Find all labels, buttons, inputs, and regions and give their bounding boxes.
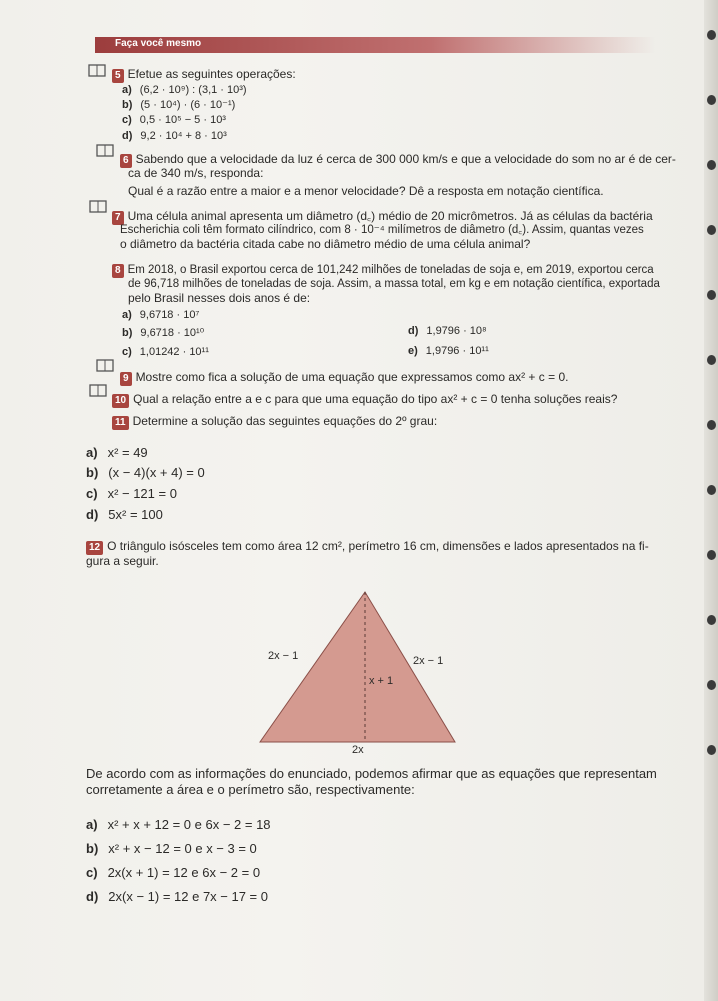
- right-side-label: 2x − 1: [413, 655, 444, 667]
- question-10: 10 Qual a relação entre a e c para que uma equação do tipo ax² + c = 0 tenha soluções reais?: [112, 392, 617, 408]
- binder-ring: [707, 160, 716, 170]
- binding-edge: [704, 0, 718, 1001]
- question-12: 12 O triângulo isósceles tem como área 12 cm², perímetro 16 cm, dimensões e lados apresentados na fi-: [86, 539, 649, 555]
- binder-ring: [707, 420, 716, 430]
- height-label: x + 1: [369, 675, 394, 687]
- q12-option-b: b) x² + x − 12 = 0 e x − 3 = 0: [86, 841, 257, 856]
- q8-option-d: d) 1,9796 · 10⁸: [408, 325, 487, 337]
- binder-ring: [707, 355, 716, 365]
- q8-option-b: b) 9,6718 · 10¹⁰: [122, 327, 205, 339]
- q6-line2: ca de 340 m/s, responda:: [128, 166, 264, 180]
- q11-option-a: a) x² = 49: [86, 445, 148, 460]
- binder-ring: [707, 550, 716, 560]
- question-11: 11 Determine a solução das seguintes equações do 2º grau:: [112, 414, 437, 430]
- left-side-label: 2x − 1: [268, 650, 299, 662]
- exercise-icon: [95, 142, 115, 158]
- q8-line2: de 96,718 milhões de toneladas de soja. Assim, a massa total, em kg e em notação científica, exportada: [128, 278, 660, 290]
- binder-ring: [707, 615, 716, 625]
- question-8: 8 Em 2018, o Brasil exportou cerca de 101,242 milhões de toneladas de soja e, em 2019, exportou cerca: [112, 263, 654, 278]
- q5-option-b: b) (5 · 10⁴) · (6 · 10⁻¹): [122, 99, 236, 111]
- exercise-icon: [87, 62, 107, 78]
- question-6: 6 Sabendo que a velocidade da luz é cerca de 300 000 km/s e que a velocidade do som no ar é de cer-: [120, 152, 676, 168]
- binder-ring: [707, 95, 716, 105]
- section-banner: [95, 37, 655, 53]
- question-5: 5 Efetue as seguintes operações:: [112, 67, 296, 83]
- q12-option-a: a) x² + x + 12 = 0 e 6x − 2 = 18: [86, 817, 271, 832]
- q11-option-d: d) 5x² = 100: [86, 507, 163, 522]
- isosceles-triangle-figure: [255, 590, 460, 750]
- binder-ring: [707, 680, 716, 690]
- base-label: 2x: [352, 744, 364, 756]
- question-9: 9 Mostre como fica a solução de uma equação que expressamos como ax² + c = 0.: [120, 370, 568, 386]
- q8-line3: pelo Brasil nesses dois anos é de:: [128, 291, 311, 305]
- exercise-icon: [88, 382, 108, 398]
- q5-option-c: c) 0,5 · 10⁵ − 5 · 10³: [122, 114, 226, 126]
- binder-ring: [707, 745, 716, 755]
- q12-line3: De acordo com as informações do enunciado, podemos afirmar que as equações que representam: [86, 766, 657, 781]
- triangle-shape: [260, 592, 455, 742]
- q7-line2: Escherichia coli têm formato cilíndrico, com 8 · 10⁻⁴ milímetros de diâmetro (d꜀). Assim, quantas vezes: [120, 224, 644, 236]
- q7-line3: o diâmetro da bactéria citada cabe no diâmetro médio de uma célula animal?: [120, 237, 531, 251]
- q5-option-d: d) 9,2 · 10⁴ + 8 · 10³: [122, 130, 227, 142]
- q11-option-c: c) x² − 121 = 0: [86, 486, 177, 501]
- exercise-icon: [95, 357, 115, 373]
- question-number: 5: [112, 69, 124, 83]
- q8-option-e: e) 1,9796 · 10¹¹: [408, 345, 489, 357]
- q8-option-c: c) 1,01242 · 10¹¹: [122, 346, 209, 358]
- binder-ring: [707, 290, 716, 300]
- binder-ring: [707, 225, 716, 235]
- section-title: Faça você mesmo: [115, 38, 202, 49]
- q6-line3: Qual é a razão entre a maior e a menor velocidade? Dê a resposta em notação científica.: [128, 184, 604, 198]
- q8-option-a: a) 9,6718 · 10⁷: [122, 309, 200, 321]
- question-7: 7 Uma célula animal apresenta um diâmetro (d꜀) médio de 20 micrômetros. Já as células da bactéria: [112, 209, 653, 225]
- q11-option-b: b) (x − 4)(x + 4) = 0: [86, 465, 205, 480]
- q12-option-d: d) 2x(x − 1) = 12 e 7x − 17 = 0: [86, 889, 268, 904]
- q12-option-c: c) 2x(x + 1) = 12 e 6x − 2 = 0: [86, 865, 261, 880]
- q12-line4: corretamente a área e o perímetro são, respectivamente:: [86, 782, 415, 797]
- binder-ring: [707, 30, 716, 40]
- exercise-icon: [88, 198, 108, 214]
- binder-ring: [707, 485, 716, 495]
- q5-option-a: a) (6,2 · 10⁹) : (3,1 · 10³): [122, 84, 247, 96]
- q12-line2: gura a seguir.: [86, 554, 159, 568]
